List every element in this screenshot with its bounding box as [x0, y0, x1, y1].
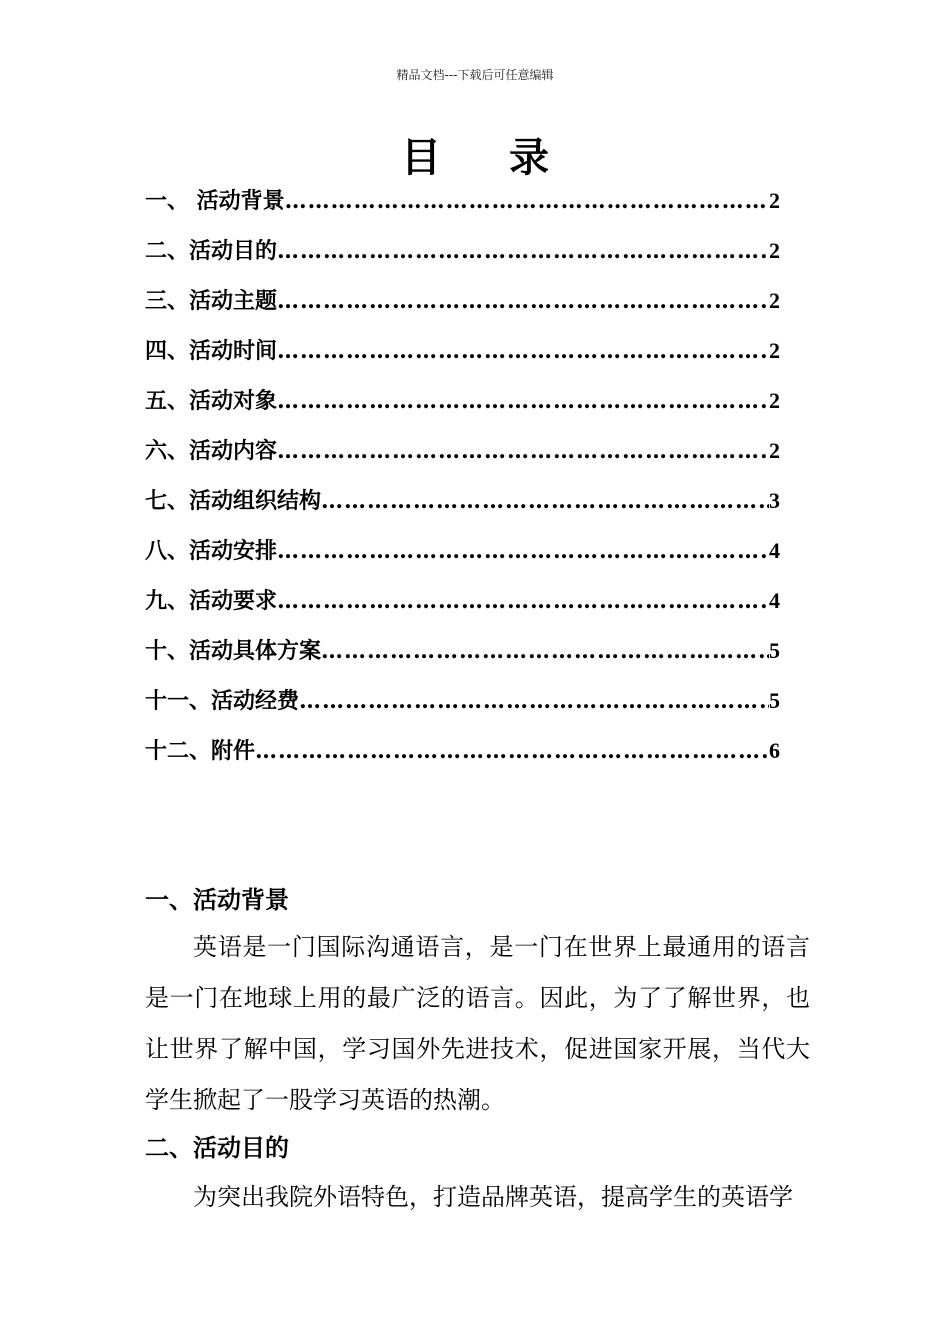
toc-leader-dots [321, 632, 769, 670]
toc-entry[interactable] [145, 332, 780, 382]
toc-entry-label: 八、活动安排 [145, 539, 278, 564]
toc-leader-dots [277, 582, 769, 620]
toc-leader-dots [277, 282, 769, 320]
section-heading-background: 一、活动背景 [145, 886, 289, 914]
toc-entry-page: 6 [769, 738, 780, 763]
toc-entry-page: 5 [769, 638, 780, 663]
toc-entry-page: 2 [769, 238, 780, 263]
toc-entry-page: 4 [769, 538, 780, 563]
toc-entry[interactable] [145, 232, 780, 282]
toc-entry[interactable] [145, 282, 780, 332]
toc-leader-dots [277, 332, 769, 370]
toc-entry[interactable] [145, 682, 780, 732]
toc-entry-label: 四、活动时间 [145, 339, 278, 364]
section-heading-purpose: 二、活动目的 [145, 1134, 289, 1162]
toc-entry-page: 4 [769, 588, 780, 613]
toc-entry-page: 3 [769, 488, 780, 513]
toc-entry-label: 九、活动要求 [145, 589, 278, 614]
toc-entry-label: 一、 活动背景 [145, 189, 285, 214]
toc-entry-page: 2 [769, 338, 780, 363]
toc-entry[interactable] [145, 732, 780, 782]
toc-entry[interactable] [145, 632, 780, 682]
section-body-purpose: 为突出我院外语特色，打造品牌英语，提高学生的英语学 [193, 1183, 793, 1211]
toc-entry-page: 2 [769, 188, 780, 213]
toc-entry-label: 六、活动内容 [145, 439, 278, 464]
page-header: 精品文档---下载后可任意编辑 [396, 68, 554, 82]
toc-entry-page: 2 [769, 288, 780, 313]
toc-entry-label: 十、活动具体方案 [145, 639, 322, 664]
toc-leader-dots [277, 532, 769, 570]
toc-entry-page: 5 [769, 688, 780, 713]
toc-entry-label: 七、活动组织结构 [145, 489, 322, 514]
toc-entry-label: 十一、活动经费 [145, 689, 300, 714]
toc-entry[interactable] [145, 182, 780, 232]
toc-leader-dots [255, 732, 769, 770]
toc-leader-dots [277, 432, 769, 470]
toc-entry[interactable] [145, 382, 780, 432]
toc-entry-label: 二、活动目的 [145, 239, 278, 264]
toc-entry-page: 2 [769, 438, 780, 463]
table-of-contents [145, 182, 780, 782]
toc-title: 目录 [401, 135, 617, 181]
toc-entry-label: 十二、附件 [145, 739, 256, 764]
toc-leader-dots [321, 482, 769, 520]
toc-entry-label: 五、活动对象 [145, 389, 278, 414]
toc-leader-dots [277, 232, 769, 270]
toc-leader-dots [285, 182, 769, 220]
toc-entry[interactable] [145, 532, 780, 582]
section-body-background: 英语是一门国际沟通语言，是一门在世界上最通用的语言是一门在地球上用的最广泛的语言。因此，为了了解世界，也让世界了解中国，学习国外先进技术，促进国家开展，当代大学生掀起了一股学习英语的热潮。 [145, 933, 810, 1114]
toc-leader-dots [299, 682, 769, 720]
toc-leader-dots [277, 382, 769, 420]
toc-entry[interactable] [145, 432, 780, 482]
toc-entry-page: 2 [769, 388, 780, 413]
toc-entry[interactable] [145, 482, 780, 532]
toc-entry-label: 三、活动主题 [145, 289, 278, 314]
toc-entry[interactable] [145, 582, 780, 632]
